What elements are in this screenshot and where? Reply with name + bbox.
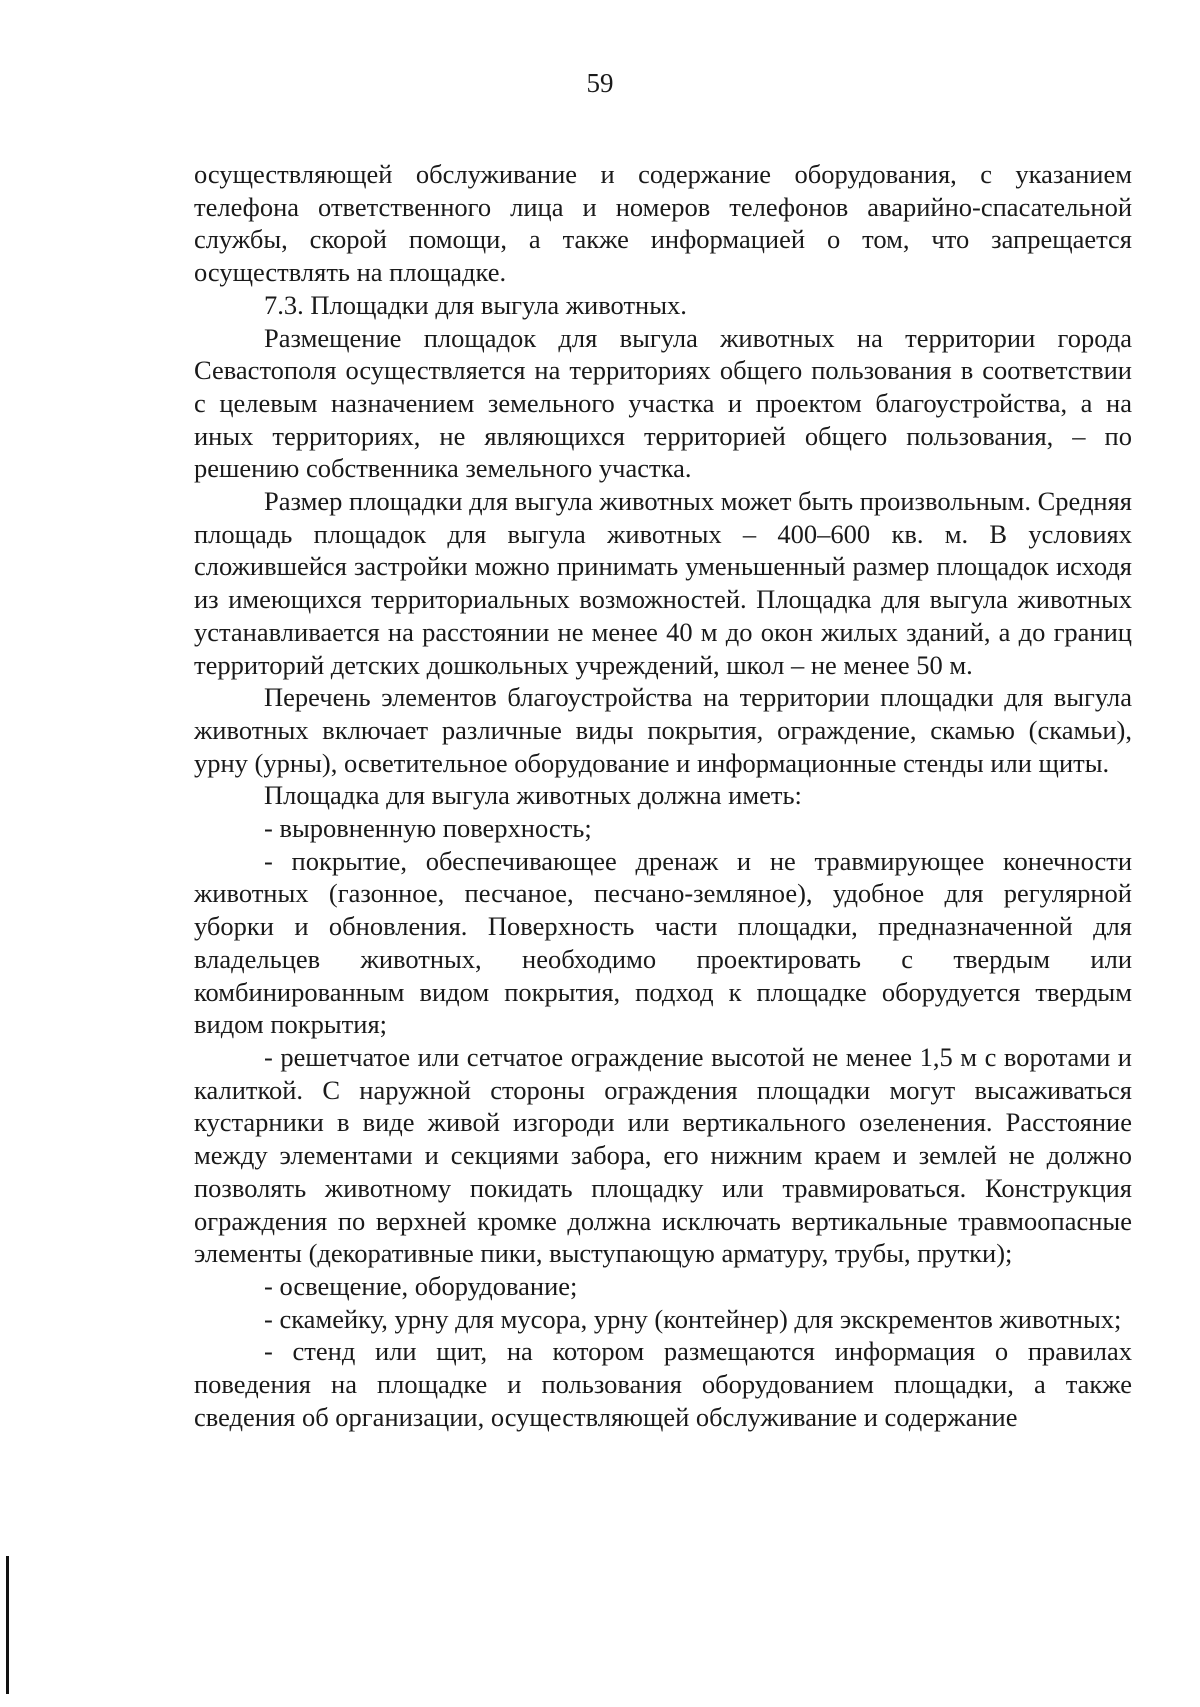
paragraph: Размер площадки для выгула животных может быть произвольным. Средняя площадь площадок для выгула животных – 400–600 кв. м. В условиях сложившейся застройки можно принимать уменьшенный размер площадок исходя из имеющихся территориальных возможностей. Площадка для выгула животных устанавливается на расстоянии не менее 40 м до окон жилых зданий, а до границ территорий детских дошкольных учреждений, школ – не менее 50 м.	[194, 486, 1132, 680]
list-item: - скамейку, урну для мусора, урну (контейнер) для экскрементов животных;	[264, 1303, 1122, 1334]
list-item: - стенд или щит, на котором размещаются информация о правилах поведения на площадке и пользования оборудованием площадки, а также сведения об организации, осуществляющей обслуживание и содержание	[194, 1336, 1132, 1432]
list-item: - покрытие, обеспечивающее дренаж и не травмирующее конечности животных (газонное, песчаное, песчано-земляное), удобное для регулярной уборки и обновления. Поверхность части площадки, предназначенной для владельцев животных, необходимо проектировать с твердым или комбинированным видом покрытия, подход к площадке оборудуется твердым видом покрытия;	[194, 845, 1132, 1040]
scan-margin-line	[6, 1556, 9, 1694]
paragraph-continuation: осуществляющей обслуживание и содержание оборудования, с указанием телефона ответственного лица и номеров телефонов аварийно-спасательной службы, скорой помощи, а также информацией о том, что запрещается осуществлять на площадке.	[194, 159, 1132, 288]
page-number: 59	[586, 68, 614, 98]
list-item: - освещение, оборудование;	[264, 1270, 578, 1301]
section-heading: 7.3. Площадки для выгула животных.	[264, 289, 687, 320]
list-item: - выровненную поверхность;	[264, 813, 592, 844]
paragraph: Размещение площадок для выгула животных на территории города Севастополя осуществляется на территориях общего пользования в соответствии с целевым назначением земельного участка и проектом благоустройства, а на иных территориях, не являющихся территорией общего пользования, – по решению собственника земельного участка.	[194, 322, 1132, 484]
paragraph: Площадка для выгула животных должна иметь:	[264, 780, 802, 811]
document-body	[194, 158, 1132, 1433]
paragraph: Перечень элементов благоустройства на территории площадки для выгула животных включает различные виды покрытия, ограждение, скамью (скамьи), урну (урны), осветительное оборудование и информационные стенды или щиты.	[194, 682, 1132, 778]
list-item: - решетчатое или сетчатое ограждение высотой не менее 1,5 м с воротами и калиткой. С наружной стороны ограждения площадки могут высаживаться кустарники в виде живой изгороди или вертикального озеленения. Расстояние между элементами и секциями забора, его нижним краем и землей не должно позволять животному покидать площадку или травмироваться. Конструкция ограждения по верхней кромке должна исключать вертикальные травмоопасные элементы (декоративные пики, выступающую арматуру, трубы, прутки);	[194, 1041, 1132, 1269]
